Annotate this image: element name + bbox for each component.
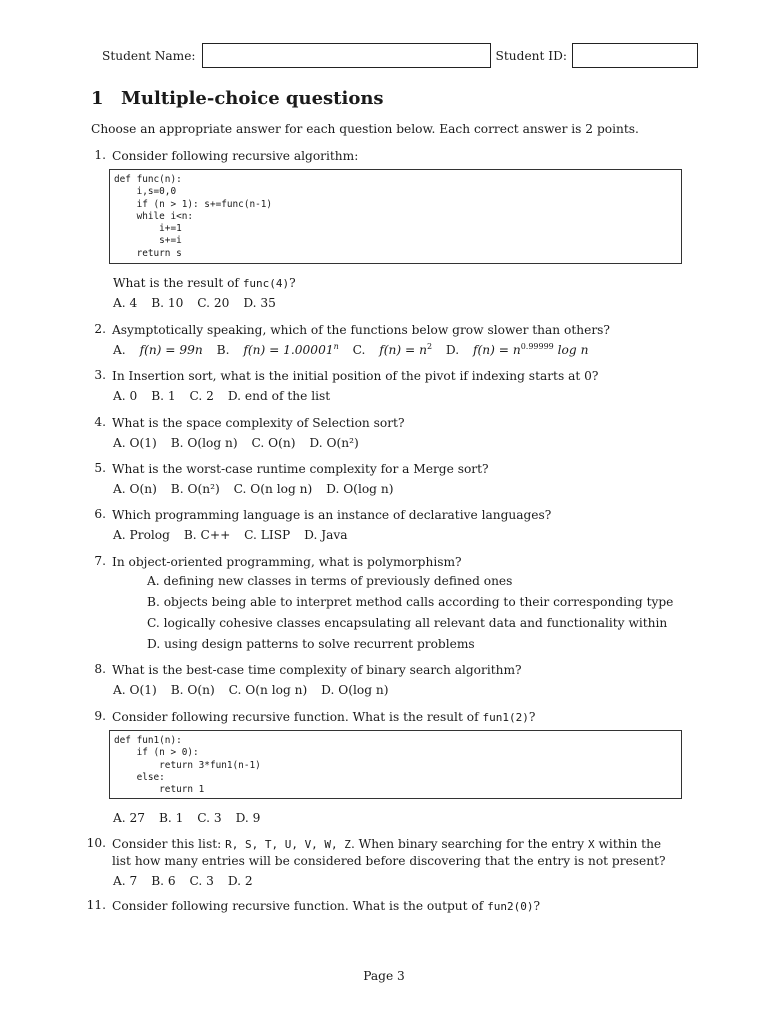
question-text: Asymptotically speaking, which of the functions below grow slower than others? — [112, 323, 610, 337]
question-number: 7. — [94, 554, 106, 568]
option-a[interactable]: A. 4 — [113, 296, 138, 310]
option-a[interactable]: A. 0 — [113, 389, 138, 403]
option-c[interactable]: C. 2 — [189, 389, 214, 403]
option-a[interactable]: A. 27 — [113, 811, 146, 825]
student-info-header — [102, 42, 698, 69]
question-number: 6. — [94, 507, 106, 521]
option-d[interactable]: D. 35 — [243, 296, 276, 310]
inline-code: func(4) — [242, 277, 290, 290]
question-text — [112, 898, 682, 915]
option-b[interactable]: B. 1 — [158, 811, 184, 825]
question-text: What is the best-case time complexity of binary search algorithm? — [112, 663, 522, 677]
option-expr: f(n) = n — [379, 343, 427, 358]
option-b[interactable]: B. O(log n) — [170, 436, 238, 450]
option-d[interactable]: D. O(n²) — [309, 436, 359, 450]
option-b[interactable]: B. C++ — [183, 528, 231, 542]
option-b[interactable] — [217, 343, 339, 357]
code-block: def func(n): i,s=0,0 if (n > 1): s+=func(n-1) while i<n: i+=1 s+=i return s — [109, 169, 682, 264]
answer-options — [113, 683, 398, 697]
question-text-end: within the list how many entries will be considered before discovering that the entry is not present? — [112, 837, 666, 868]
question-text-part: Consider this list: — [112, 837, 226, 851]
question-text-end: ? — [528, 710, 536, 724]
section-title: Multiple-choice questions — [121, 88, 384, 109]
option-b[interactable]: B. O(n) — [170, 683, 215, 697]
question-number: 3. — [94, 368, 106, 382]
option-exponent: 0.99999 — [520, 342, 554, 351]
inline-code: fun2(0) — [487, 900, 534, 913]
question-number: 1. — [94, 148, 106, 162]
answer-options — [113, 342, 598, 357]
option-a[interactable]: A. O(1) — [113, 436, 157, 450]
answer-options — [113, 482, 403, 496]
option-a[interactable]: A. O(n) — [113, 482, 157, 496]
option-expr: f(n) = 1.00001 — [243, 343, 334, 358]
option-d[interactable]: D. 9 — [235, 811, 261, 825]
option-d[interactable]: D. O(log n) — [321, 683, 389, 697]
followup-end: ? — [289, 276, 296, 290]
option-d[interactable]: D. O(log n) — [326, 482, 394, 496]
code-block: def fun1(n): if (n > 0): return 3*fun1(n-1) else: return 1 — [109, 730, 682, 799]
option-b[interactable]: B. 6 — [151, 874, 176, 888]
inline-code: R, S, T, U, V, W, Z — [225, 838, 351, 851]
option-d[interactable] — [446, 343, 589, 357]
answer-options — [113, 436, 369, 450]
option-exponent: 2 — [426, 342, 433, 351]
answer-options — [113, 528, 358, 542]
option-label: C. — [352, 343, 366, 358]
section-heading — [91, 88, 384, 109]
option-expr: f(n) = 99n — [139, 343, 203, 358]
option-d[interactable]: D. end of the list — [227, 389, 331, 403]
option-expr: f(n) = n — [473, 343, 521, 358]
question-text-end: ? — [533, 899, 541, 913]
followup-text: What is the result of — [113, 276, 243, 290]
option-c[interactable]: C. O(n log n) — [228, 683, 308, 697]
question-number: 4. — [94, 415, 106, 429]
option-tail: log n — [553, 343, 589, 358]
question-text — [112, 836, 682, 869]
option-exponent: n — [333, 342, 339, 351]
question-number: 2. — [94, 322, 106, 336]
option-a[interactable] — [113, 343, 203, 357]
option-c[interactable]: C. 20 — [197, 296, 230, 310]
inline-code: fun1(2) — [482, 711, 529, 724]
option-c[interactable]: C. O(n log n) — [233, 482, 313, 496]
option-a[interactable]: A. 7 — [113, 874, 138, 888]
option-c[interactable]: C. 3 — [189, 874, 214, 888]
question-text: In Insertion sort, what is the initial position of the pivot if indexing starts at 0? — [112, 369, 599, 383]
option-a[interactable]: A. Prolog — [113, 528, 170, 542]
question-text-part: Consider following recursive function. What is the result of — [112, 710, 483, 724]
option-a[interactable]: A. O(1) — [113, 683, 157, 697]
question-text-part: Consider following recursive function. What is the output of — [112, 899, 488, 913]
student-name-field[interactable] — [202, 43, 491, 68]
question-text: What is the space complexity of Selection sort? — [112, 416, 405, 430]
question-text: Which programming language is an instance of declarative languages? — [112, 508, 552, 522]
option-a[interactable]: A. defining new classes in terms of previously defined ones — [147, 574, 513, 588]
option-c[interactable]: C. O(n) — [251, 436, 296, 450]
option-c[interactable]: C. logically cohesive classes encapsulating all relevant data and functionality within — [147, 616, 668, 630]
question-number: 11. — [86, 898, 106, 912]
answer-options — [113, 874, 263, 888]
inline-code: X — [587, 838, 595, 851]
question-text: What is the worst-case runtime complexity for a Merge sort? — [112, 462, 489, 476]
section-number: 1 — [91, 88, 104, 109]
question-text: Consider following recursive algorithm: — [112, 149, 359, 163]
question-text — [112, 709, 682, 726]
answer-options — [113, 811, 270, 825]
student-name-label: Student Name: — [102, 48, 196, 63]
option-label: D. — [445, 343, 460, 358]
question-number: 5. — [94, 461, 106, 475]
option-b[interactable]: B. 10 — [151, 296, 184, 310]
student-id-field[interactable] — [572, 43, 698, 68]
option-c[interactable]: C. LISP — [244, 528, 291, 542]
page-number: Page 3 — [363, 969, 405, 983]
question-number: 8. — [94, 662, 106, 676]
option-b[interactable]: B. O(n²) — [170, 482, 220, 496]
section-intro: Choose an appropriate answer for each question below. Each correct answer is 2 points. — [91, 122, 639, 136]
option-label: B. — [216, 343, 230, 358]
option-b[interactable]: B. 1 — [151, 389, 176, 403]
option-b[interactable]: B. objects being able to interpret method calls according to their corresponding type — [147, 595, 674, 609]
student-id-label: Student ID: — [495, 48, 567, 63]
option-c[interactable]: C. 3 — [197, 811, 222, 825]
question-text: In object-oriented programming, what is polymorphism? — [112, 555, 462, 569]
question-text-part: . When binary searching for the entry — [350, 837, 588, 851]
question-number: 9. — [94, 709, 106, 723]
question-number: 10. — [86, 836, 106, 850]
option-d[interactable]: D. Java — [304, 528, 348, 542]
answer-options — [113, 389, 340, 403]
answer-options — [113, 296, 286, 310]
option-d[interactable]: D. using design patterns to solve recurrent problems — [147, 637, 475, 651]
option-c[interactable] — [353, 343, 432, 357]
option-label: A. — [113, 343, 126, 358]
option-d[interactable]: D. 2 — [227, 874, 253, 888]
